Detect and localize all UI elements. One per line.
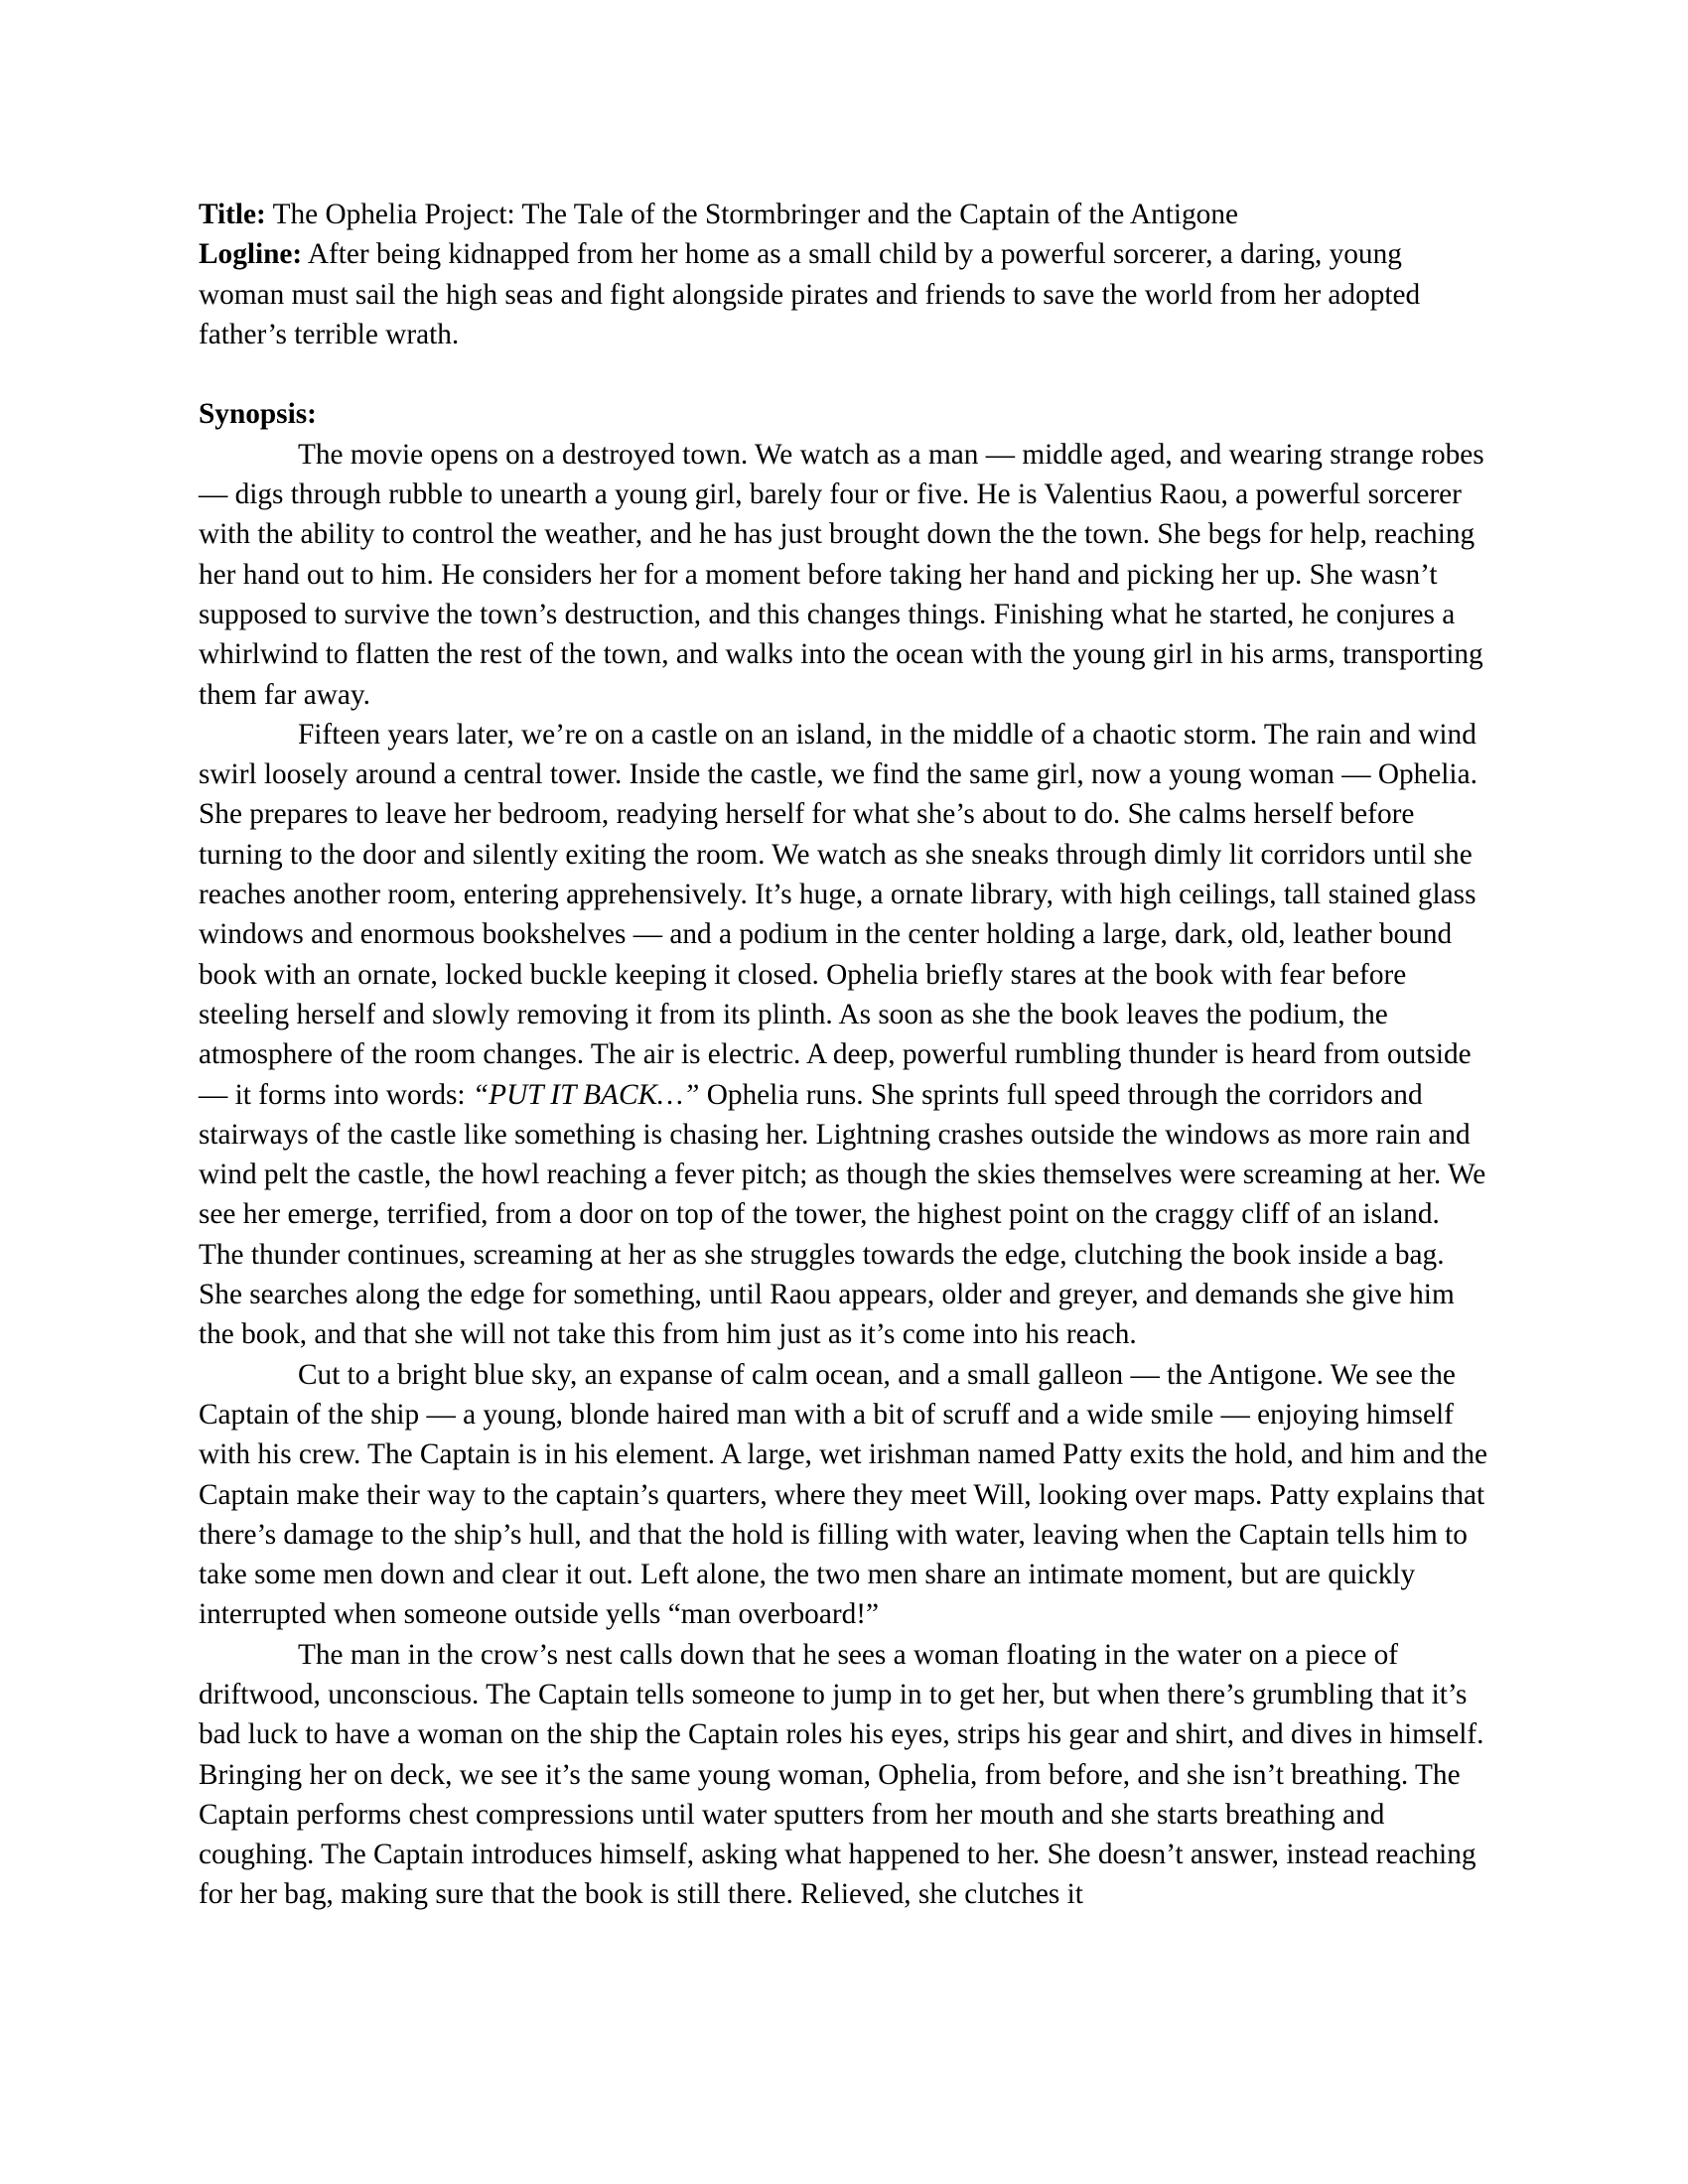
thunder-quote: “PUT IT BACK…” bbox=[472, 1078, 700, 1111]
document-page bbox=[199, 195, 1489, 1915]
synopsis-paragraph-1: The movie opens on a destroyed town. We watch as a man — middle aged, and wearing strange robes — digs through rubble to unearth a young girl, barely four or five. He is Valentius Raou, a powerful sorcerer with the ability to control the weather, and he has just brought down the the town. She begs for help, reaching her hand out to him. He considers her for a moment before taking her hand and picking her up. She wasn’t supposed to survive the town’s destruction, and this changes things. Finishing what he started, he conjures a whirlwind to flatten the rest of the town, and walks into the ocean with the young girl in his arms, transporting them far away. bbox=[199, 438, 1484, 711]
title-label: Title: bbox=[199, 199, 266, 230]
synopsis-paragraph-3: Cut to a bright blue sky, an expanse of calm ocean, and a small galleon — the Antigone. We see the Captain of the ship — a young, blonde haired man with a bit of scruff and a wide smile — enjoying himself with his crew. The Captain is in his element. A large, wet irishman named Patty exits the hold, and him and the Captain make their way to the captain’s quarters, where they meet Will, looking over maps. Patty explains that there’s damage to the ship’s hull, and that the hold is filling with water, leaving when the Captain tells him to take some men down and clear it out. Left alone, the two men share an intimate moment, but are quickly interrupted when someone outside yells “man overboard!” bbox=[199, 1358, 1488, 1631]
title-text: The Ophelia Project: The Tale of the Stormbringer and the Captain of the Antigone bbox=[265, 199, 1238, 230]
synopsis-paragraph-2 bbox=[199, 715, 1489, 1355]
logline-text: After being kidnapped from her home as a small child by a powerful sorcerer, a daring, young woman must sail the high seas and fight alongside pirates and friends to save the world from her adopted father’s terrible wrath. bbox=[199, 238, 1421, 350]
paragraph-2-text-before: Fifteen years later, we’re on a castle on an island, in the middle of a chaotic storm. The rain and wind swirl loosely around a central tower. Inside the castle, we find the same girl, now a young woman — Ophelia. She prepares to leave her bedroom, readying herself for what she’s about to do. She calms herself before turning to the door and silently exiting the room. We watch as she sneaks through dimly lit corridors until she reaches another room, entering apprehensively. It’s huge, a ornate library, with high ceilings, tall stained glass windows and enormous bookshelves — and a podium in the center holding a large, dark, old, leather bound book with an ornate, locked buckle keeping it closed. Ophelia briefly stares at the book with fear before steeling herself and slowly removing it from its plinth. As soon as she the book leaves the podium, the atmosphere of the room changes. The air is electric. A deep, powerful rumbling thunder is heard from outside — it forms into words: bbox=[199, 718, 1477, 1111]
synopsis-heading: Synopsis: bbox=[199, 398, 317, 431]
paragraph-2-text-after: Ophelia runs. She sprints full speed through the corridors and stairways of the castle like something is chasing her. Lightning crashes outside the windows as more rain and wind pelt the castle, the howl reaching a fever pitch; as though the skies themselves were screaming at her. We see her emerge, terrified, from a door on top of the tower, the highest point on the craggy cliff of an island. The thunder continues, screaming at her as she struggles towards the edge, clutching the book inside a bag. She searches along the edge for something, until Raou appears, older and greyer, and demands she give him the book, and that she will not take this from him just as it’s come into his reach. bbox=[199, 1078, 1486, 1351]
logline-line bbox=[199, 234, 1489, 354]
title-line bbox=[199, 195, 1489, 234]
synopsis-paragraph-4: The man in the crow’s nest calls down that he sees a woman floating in the water on a piece of driftwood, unconscious. The Captain tells someone to jump in to get her, but when there’s grumbling that it’s bad luck to have a woman on the ship the Captain roles his eyes, strips his gear and shirt, and dives in himself. Bringing her on deck, we see it’s the same young woman, Ophelia, from before, and she isn’t breathing. The Captain performs chest compressions until water sputters from her mouth and she starts breathing and coughing. The Captain introduces himself, asking what happened to her. She doesn’t answer, instead reaching for her bag, making sure that the book is still there. Relieved, she clutches it bbox=[199, 1638, 1484, 1911]
logline-label: Logline: bbox=[199, 238, 303, 271]
section-spacer bbox=[199, 354, 1489, 394]
